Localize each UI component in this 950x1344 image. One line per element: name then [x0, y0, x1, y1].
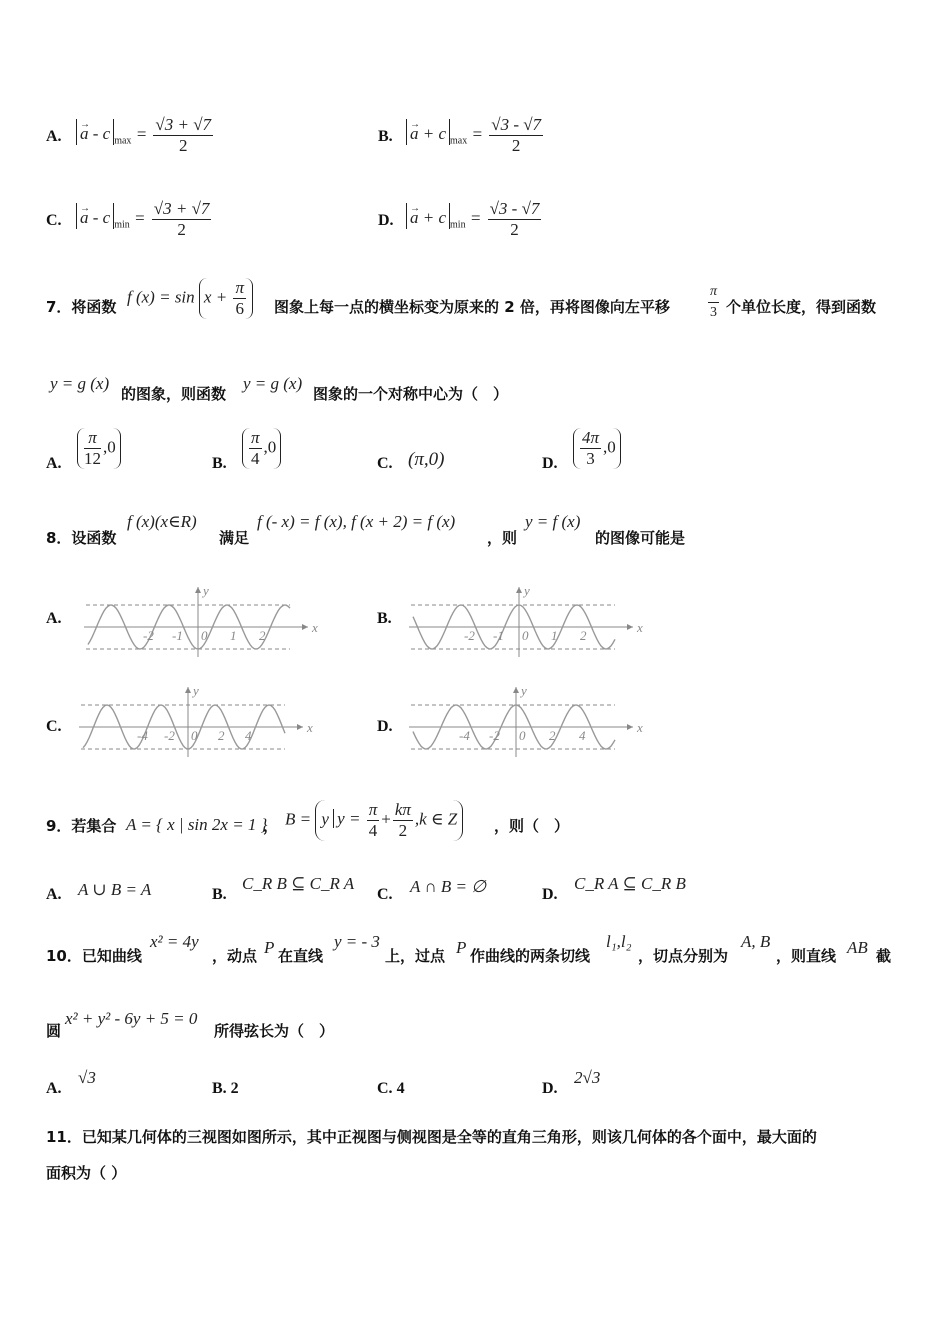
stem-text: 满足: [219, 529, 250, 547]
point-p: P: [264, 938, 275, 957]
tick-label: 0: [522, 628, 529, 643]
stem-text: ，动点: [212, 947, 258, 965]
tangent-points: A, B: [741, 932, 771, 951]
tick-label: -1: [493, 628, 504, 643]
option-label: B.: [377, 610, 392, 627]
y-axis-label: y: [193, 683, 199, 698]
y-axis-arrow: [516, 587, 522, 593]
option-label: A.: [46, 128, 62, 145]
tick-label: -4: [459, 728, 470, 743]
x-axis-arrow: [627, 624, 633, 630]
graph-option-d: [405, 683, 645, 763]
graph-option-a: [80, 583, 320, 663]
stem-text: ，则: [487, 529, 518, 547]
tick-label: -2: [164, 728, 175, 743]
y-axis-arrow: [195, 587, 201, 593]
option-b-value: $\frac{\pi}{4}$ ,0: [242, 428, 281, 469]
option-label: D.: [378, 212, 394, 229]
stem-text: 的图像可能是: [595, 529, 686, 547]
stem-text: ，切点分别为: [638, 947, 729, 965]
question-number: 8．设函数: [46, 529, 117, 547]
stem-text: 图象的一个对称中心为（ ）: [313, 385, 509, 403]
stem-text: 个单位长度，得到函数: [726, 298, 877, 316]
tick-label: 0: [191, 728, 198, 743]
stem-text: 上，过点: [385, 947, 446, 965]
tick-label: -1: [172, 628, 183, 643]
tick-label: 2: [218, 728, 225, 743]
x-axis-label: x: [312, 620, 318, 635]
tick-label: 4: [245, 728, 252, 743]
option-label: C.: [377, 455, 393, 472]
set-a: A = { x | sin 2x = 1 }: [126, 815, 268, 834]
stem-text: 的图象，则函数: [121, 385, 227, 403]
tick-label: -2: [464, 628, 475, 643]
option-d-value: C_R A ⊆ C_R B: [574, 874, 686, 893]
y-axis-label: y: [521, 683, 527, 698]
y-axis-label: y: [203, 583, 209, 598]
tick-label: 1: [230, 628, 237, 643]
option-label: C.: [377, 886, 393, 903]
question-number: 10．已知曲线: [46, 947, 142, 965]
function-g: y = g (x): [50, 374, 110, 393]
stem-text: 所得弦长为（ ）: [214, 1022, 335, 1040]
graph-option-c: [75, 683, 315, 763]
question-text: 面积为（ ）: [46, 1164, 127, 1182]
tick-label: 0: [519, 728, 526, 743]
set-b: B = y y = $\frac{\pi}{4}$ + $\frac{k\pi}{2}$ ,k ∈ Z: [285, 800, 463, 841]
option-label: A.: [46, 455, 62, 472]
option-c: C. 4: [377, 1080, 405, 1097]
x-axis-arrow: [297, 724, 303, 730]
function-condition: f (- x) = f (x), f (x + 2) = f (x): [257, 512, 456, 531]
tick-label: 0: [201, 628, 208, 643]
shift-fraction: $\frac{\pi}{3}$: [710, 284, 718, 320]
stem-text: ，则直线: [776, 947, 837, 965]
function-f: f (x)(x∈R): [127, 512, 197, 531]
option-label: D.: [542, 1080, 558, 1097]
tick-label: -4: [137, 728, 148, 743]
stem-text: ，: [263, 817, 279, 835]
vector-norm: → a + c $_{max}$ = $\frac{√3 - √7}{2}$: [406, 115, 545, 156]
question-number: 7．将函数: [46, 298, 117, 316]
curve-equation: x² = 4y: [150, 932, 199, 951]
line-ab: AB: [847, 938, 868, 957]
x-axis-arrow: [627, 724, 633, 730]
option-label: A.: [46, 610, 62, 627]
option-b: B. 2: [212, 1080, 239, 1097]
vector-norm: → a + c $_{min}$ = $\frac{√3 - √7}{2}$: [406, 199, 543, 240]
option-label: D.: [542, 886, 558, 903]
y-axis-label: y: [524, 583, 530, 598]
line-equation: y = - 3: [334, 932, 380, 951]
option-a-value: A ∪ B = A: [78, 880, 152, 899]
graph-option-b: [405, 583, 645, 663]
option-label: D.: [377, 718, 393, 735]
option-label: A.: [46, 886, 62, 903]
vector-norm: → a - c $_{min}$ = $\frac{√3 + √7}{2}$: [76, 199, 213, 240]
tick-label: -2: [489, 728, 500, 743]
question-number: 9．若集合: [46, 817, 117, 835]
option-label: B.: [378, 128, 393, 145]
x-axis-label: x: [307, 720, 313, 735]
tick-label: 2: [549, 728, 556, 743]
y-axis-arrow: [185, 687, 191, 693]
stem-text: 在直线: [278, 947, 324, 965]
option-label: B.: [212, 455, 227, 472]
x-axis-label: x: [637, 720, 643, 735]
option-a-value: $\frac{\pi}{12}$ ,0: [77, 428, 121, 469]
option-label: C.: [46, 212, 62, 229]
option-label: C.: [46, 718, 62, 735]
tick-label: 2: [259, 628, 266, 643]
stem-text: 圆: [46, 1022, 62, 1040]
stem-text: 截: [876, 947, 892, 965]
tangent-lines: l₁,l₂: [606, 932, 632, 951]
function-g: y = g (x): [243, 374, 303, 393]
x-axis-arrow: [302, 624, 308, 630]
y-axis-arrow: [513, 687, 519, 693]
function-f: y = f (x): [525, 512, 581, 531]
option-d-value: 2√3: [574, 1068, 601, 1087]
point-p: P: [456, 938, 467, 957]
option-c-value: A ∩ B = ∅: [410, 877, 487, 896]
tick-label: 1: [551, 628, 558, 643]
circle-equation: x² + y² - 6y + 5 = 0: [65, 1009, 198, 1028]
tick-label: -2: [143, 628, 154, 643]
tick-label: 2: [580, 628, 587, 643]
option-d-value: $\frac{4\pi}{3}$ ,0: [573, 428, 621, 469]
option-label: D.: [542, 455, 558, 472]
stem-text: ，则（ ）: [494, 817, 570, 835]
option-label: B.: [212, 886, 227, 903]
vector-norm: → a - c $_{max}$ = $\frac{√3 + √7}{2}$: [76, 115, 215, 156]
option-label: A.: [46, 1080, 62, 1097]
option-c-value: (π,0): [408, 449, 445, 470]
stem-text: 作曲线的两条切线: [470, 947, 591, 965]
option-b-value: C_R B ⊆ C_R A: [242, 874, 355, 893]
x-axis-label: x: [637, 620, 643, 635]
stem-text: 图象上每一点的横坐标变为原来的 2 倍，再将图像向左平移: [274, 298, 670, 316]
option-a-value: √3: [78, 1068, 96, 1087]
question-text: 11．已知某几何体的三视图如图所示，其中正视图与侧视图是全等的直角三角形，则该几何体的各个面中，最大面的: [46, 1128, 817, 1146]
function-f: f (x) = sin x + $\frac{\pi}{6}$: [127, 278, 253, 319]
tick-label: 4: [579, 728, 586, 743]
